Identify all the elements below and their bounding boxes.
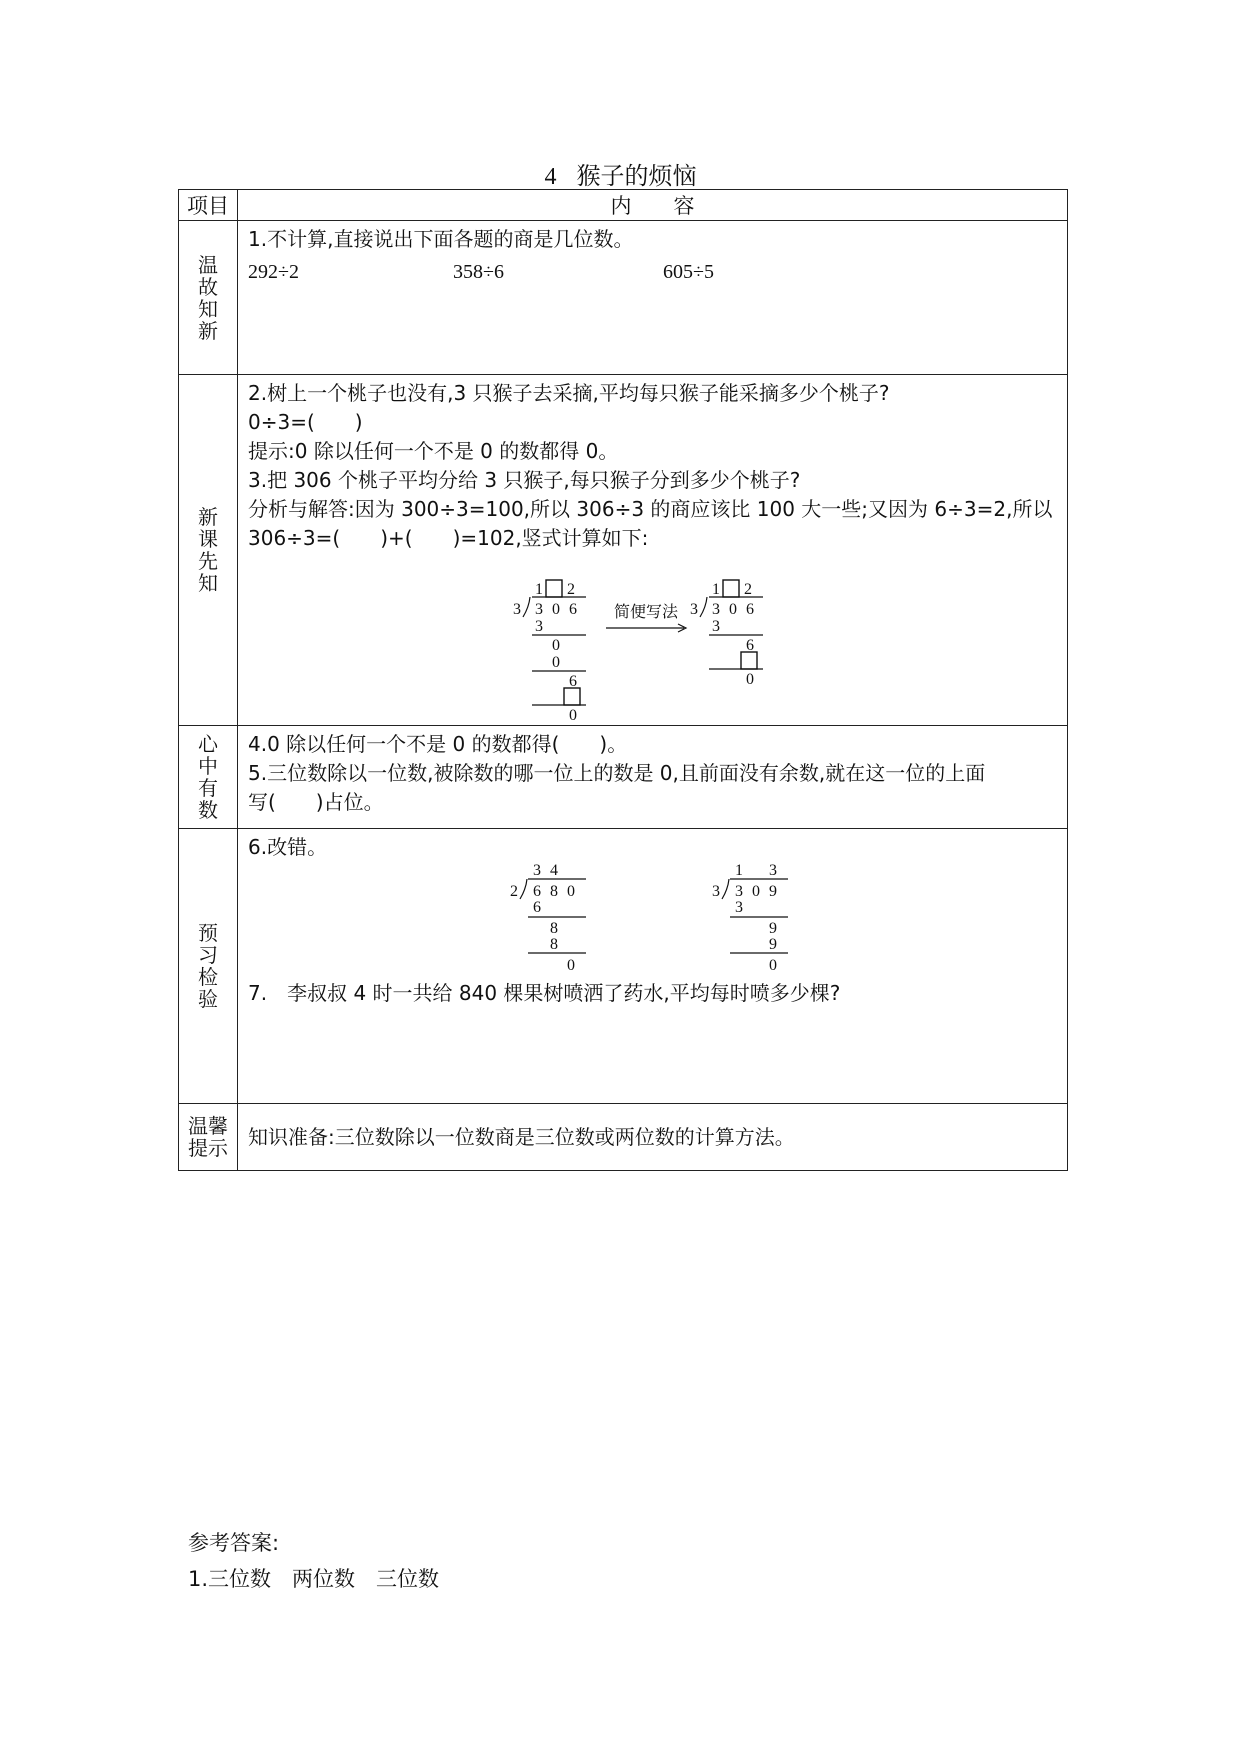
step-value: 8 <box>550 936 558 953</box>
question-3: 3.把 306 个桃子平均分给 3 只猴子,每只猴子分到多少个桃子? <box>248 468 801 492</box>
header-item: 项目 <box>179 190 238 221</box>
division-2: 358÷6 <box>453 261 504 283</box>
error-division-a <box>506 859 596 987</box>
divisor: 2 <box>510 883 518 900</box>
answer-heading: 参考答案: <box>188 1531 280 1555</box>
question-5-cont: 写( )占位。 <box>248 790 384 814</box>
step-value: 3 <box>712 618 720 635</box>
dividend-digit: 9 <box>769 883 777 900</box>
step-value: 8 <box>550 920 558 937</box>
divisor: 3 <box>712 883 720 900</box>
step-value: 6 <box>533 899 541 916</box>
header-content: 内 容 <box>238 190 1068 221</box>
section-label-warmup: 温故知新 <box>198 252 218 343</box>
step-value: 0 <box>552 654 560 671</box>
answer-blank-0div3: 0÷3=( ) <box>248 410 363 434</box>
step-value: 0 <box>552 637 560 654</box>
long-division-figure <box>506 575 806 728</box>
dividend-digit: 8 <box>550 883 558 900</box>
divisor: 3 <box>690 601 698 618</box>
division-list <box>248 258 1057 287</box>
dividend-digit: 6 <box>569 601 577 618</box>
divisor: 3 <box>513 601 521 618</box>
quotient-digit: 2 <box>567 581 575 598</box>
question-7: 7. 李叔叔 4 时一共给 840 棵果树喷洒了药水,平均每时喷多少棵? <box>248 981 841 1005</box>
worksheet-title <box>0 156 1241 191</box>
error-division-b <box>708 859 798 987</box>
long-division-diagram <box>506 575 806 720</box>
quotient-digit: 2 <box>744 581 752 598</box>
section-check <box>179 829 1068 1104</box>
division-3: 605÷5 <box>663 261 714 283</box>
division-1: 292÷2 <box>248 261 299 283</box>
quotient-digit: 1 <box>712 581 720 598</box>
hint-text: 提示:0 除以任何一个不是 0 的数都得 0。 <box>248 439 619 463</box>
question-6: 6.改错。 <box>248 835 328 859</box>
dividend-digit: 3 <box>735 883 743 900</box>
analysis-text: 分析与解答:因为 300÷3=100,所以 306÷3 的商应该比 100 大一些;又因为 6÷3=2,所以 <box>248 497 1053 521</box>
question-2: 2.树上一个桃子也没有,3 只猴子去采摘,平均每只猴子能采摘多少个桃子? <box>248 381 890 405</box>
header-row <box>179 190 1068 221</box>
lesson-title: 猴子的烦恼 <box>576 162 697 190</box>
product-blank-box <box>741 652 757 669</box>
answer-line-1: 1.三位数 两位数 三位数 <box>188 1567 440 1591</box>
quotient-blank-box <box>723 580 739 597</box>
remainder: 0 <box>746 671 754 688</box>
question-5: 5.三位数除以一位数,被除数的哪一位上的数是 0,且前面没有余数,就在这一位的上面 <box>248 761 986 785</box>
dividend-digit: 3 <box>712 601 720 618</box>
tips-text: 知识准备:三位数除以一位数商是三位数或两位数的计算方法。 <box>248 1124 795 1149</box>
dividend-digit: 6 <box>746 601 754 618</box>
quotient-digit: 3 <box>533 862 541 879</box>
step-value: 9 <box>769 936 777 953</box>
quotient-digit: 1 <box>535 581 543 598</box>
quotient-digit: 3 <box>769 862 777 879</box>
answer-key <box>188 1525 439 1597</box>
section-label-preview: 新课先知 <box>198 505 218 595</box>
dividend-digit: 3 <box>535 601 543 618</box>
dividend-digit: 0 <box>729 601 737 618</box>
dividend-digit: 0 <box>752 883 760 900</box>
step-value: 6 <box>569 673 577 690</box>
dividend-digit: 6 <box>533 883 541 900</box>
quotient-blank-box <box>546 580 562 597</box>
step-value: 3 <box>735 899 743 916</box>
question-4: 4.0 除以任何一个不是 0 的数都得( )。 <box>248 732 628 756</box>
worksheet-table <box>178 189 1068 1171</box>
section-preview <box>179 375 1068 726</box>
section-label-check: 预习检验 <box>198 921 218 1011</box>
step-value: 3 <box>535 618 543 635</box>
analysis-text-cont: 306÷3=( )+( )=102,竖式计算如下: <box>248 526 649 550</box>
step-value: 9 <box>769 920 777 937</box>
product-blank-box <box>564 688 580 705</box>
quotient-digit: 4 <box>550 862 558 879</box>
section-label-summary: 心中有数 <box>198 732 218 822</box>
quotient-digit: 1 <box>735 862 743 879</box>
section-tips <box>179 1104 1068 1171</box>
remainder: 0 <box>567 957 575 974</box>
dividend-digit: 0 <box>567 883 575 900</box>
question-1: 1.不计算,直接说出下面各题的商是几位数。 <box>248 227 634 251</box>
remainder: 0 <box>769 957 777 974</box>
dividend-digit: 0 <box>552 601 560 618</box>
section-summary <box>179 726 1068 829</box>
step-value: 6 <box>746 637 754 654</box>
section-warmup <box>179 221 1068 375</box>
section-label-tips: 温馨提示 <box>188 1114 228 1160</box>
lesson-number: 4 <box>544 164 557 190</box>
arrow-label: 简便写法 <box>614 602 679 621</box>
remainder: 0 <box>569 707 577 720</box>
